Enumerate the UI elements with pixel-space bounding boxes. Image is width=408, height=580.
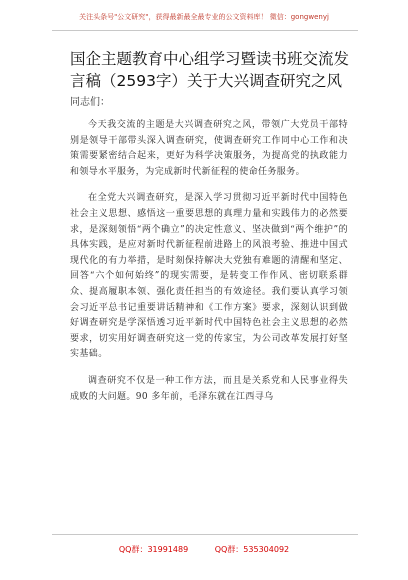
footer	[0, 544, 408, 555]
footer-qq-group-2: QQ群：535304092	[214, 545, 290, 554]
header-note: 关注头条号"公文研究"，获得最新最全最专业的公文资料库！ 微信：gongwenyj	[79, 13, 329, 21]
salutation: 同志们：	[70, 97, 110, 108]
document-title: 国企主题教育中心组学习暨读书班交流发言稿（2593字）关于大兴调查研究之风	[70, 50, 350, 90]
footer-qq-group-1: QQ群：31991489	[118, 545, 189, 554]
paragraph: 在全党大兴调查研究，是深入学习贯彻习近平新时代中国特色社会主义思想、感悟这一重要思想的真理力量和实践伟力的必然要求，是深刻领悟“两个确立”的决定性意义、坚决做到“两个维护”的具体实践，是应对新时代新征程前进路上的风浪考验、推进中国式现代化的有力举措，是时刻保持解决大党独有难题的清醒和坚定、回答“六个如何始终”的现实需要，是转变工作作风、密切联系群众、提高履职本领、强化责任担当的有效途径。我们要认真学习领会习近平总书记重要讲话精神和《工作方案》要求，深刻认识到做好调查研究是学深悟透习近平新时代中国特色社会主义思想的必然要求，切实用好调查研究这一党的传家宝，为公司改革发展打好坚实基础。	[70, 193, 348, 360]
header-divider	[52, 30, 358, 31]
paragraph: 今天我交流的主题是大兴调查研究之风，带领广大党员干部特别是领导干部带头深入调查研究，使调查研究工作同中心工作和决策需要紧密结合起来，更好为科学决策服务，为提高党的执政能力和领导水平服务，为完成新时代新征程的使命任务服务。	[70, 120, 348, 177]
paragraph: 调查研究不仅是一种工作方法，而且是关系党和人民事业得失成败的大问题。90 多年前，毛泽东就在江西寻乌	[70, 375, 348, 402]
document-body	[70, 118, 348, 416]
footer-divider	[52, 534, 358, 535]
